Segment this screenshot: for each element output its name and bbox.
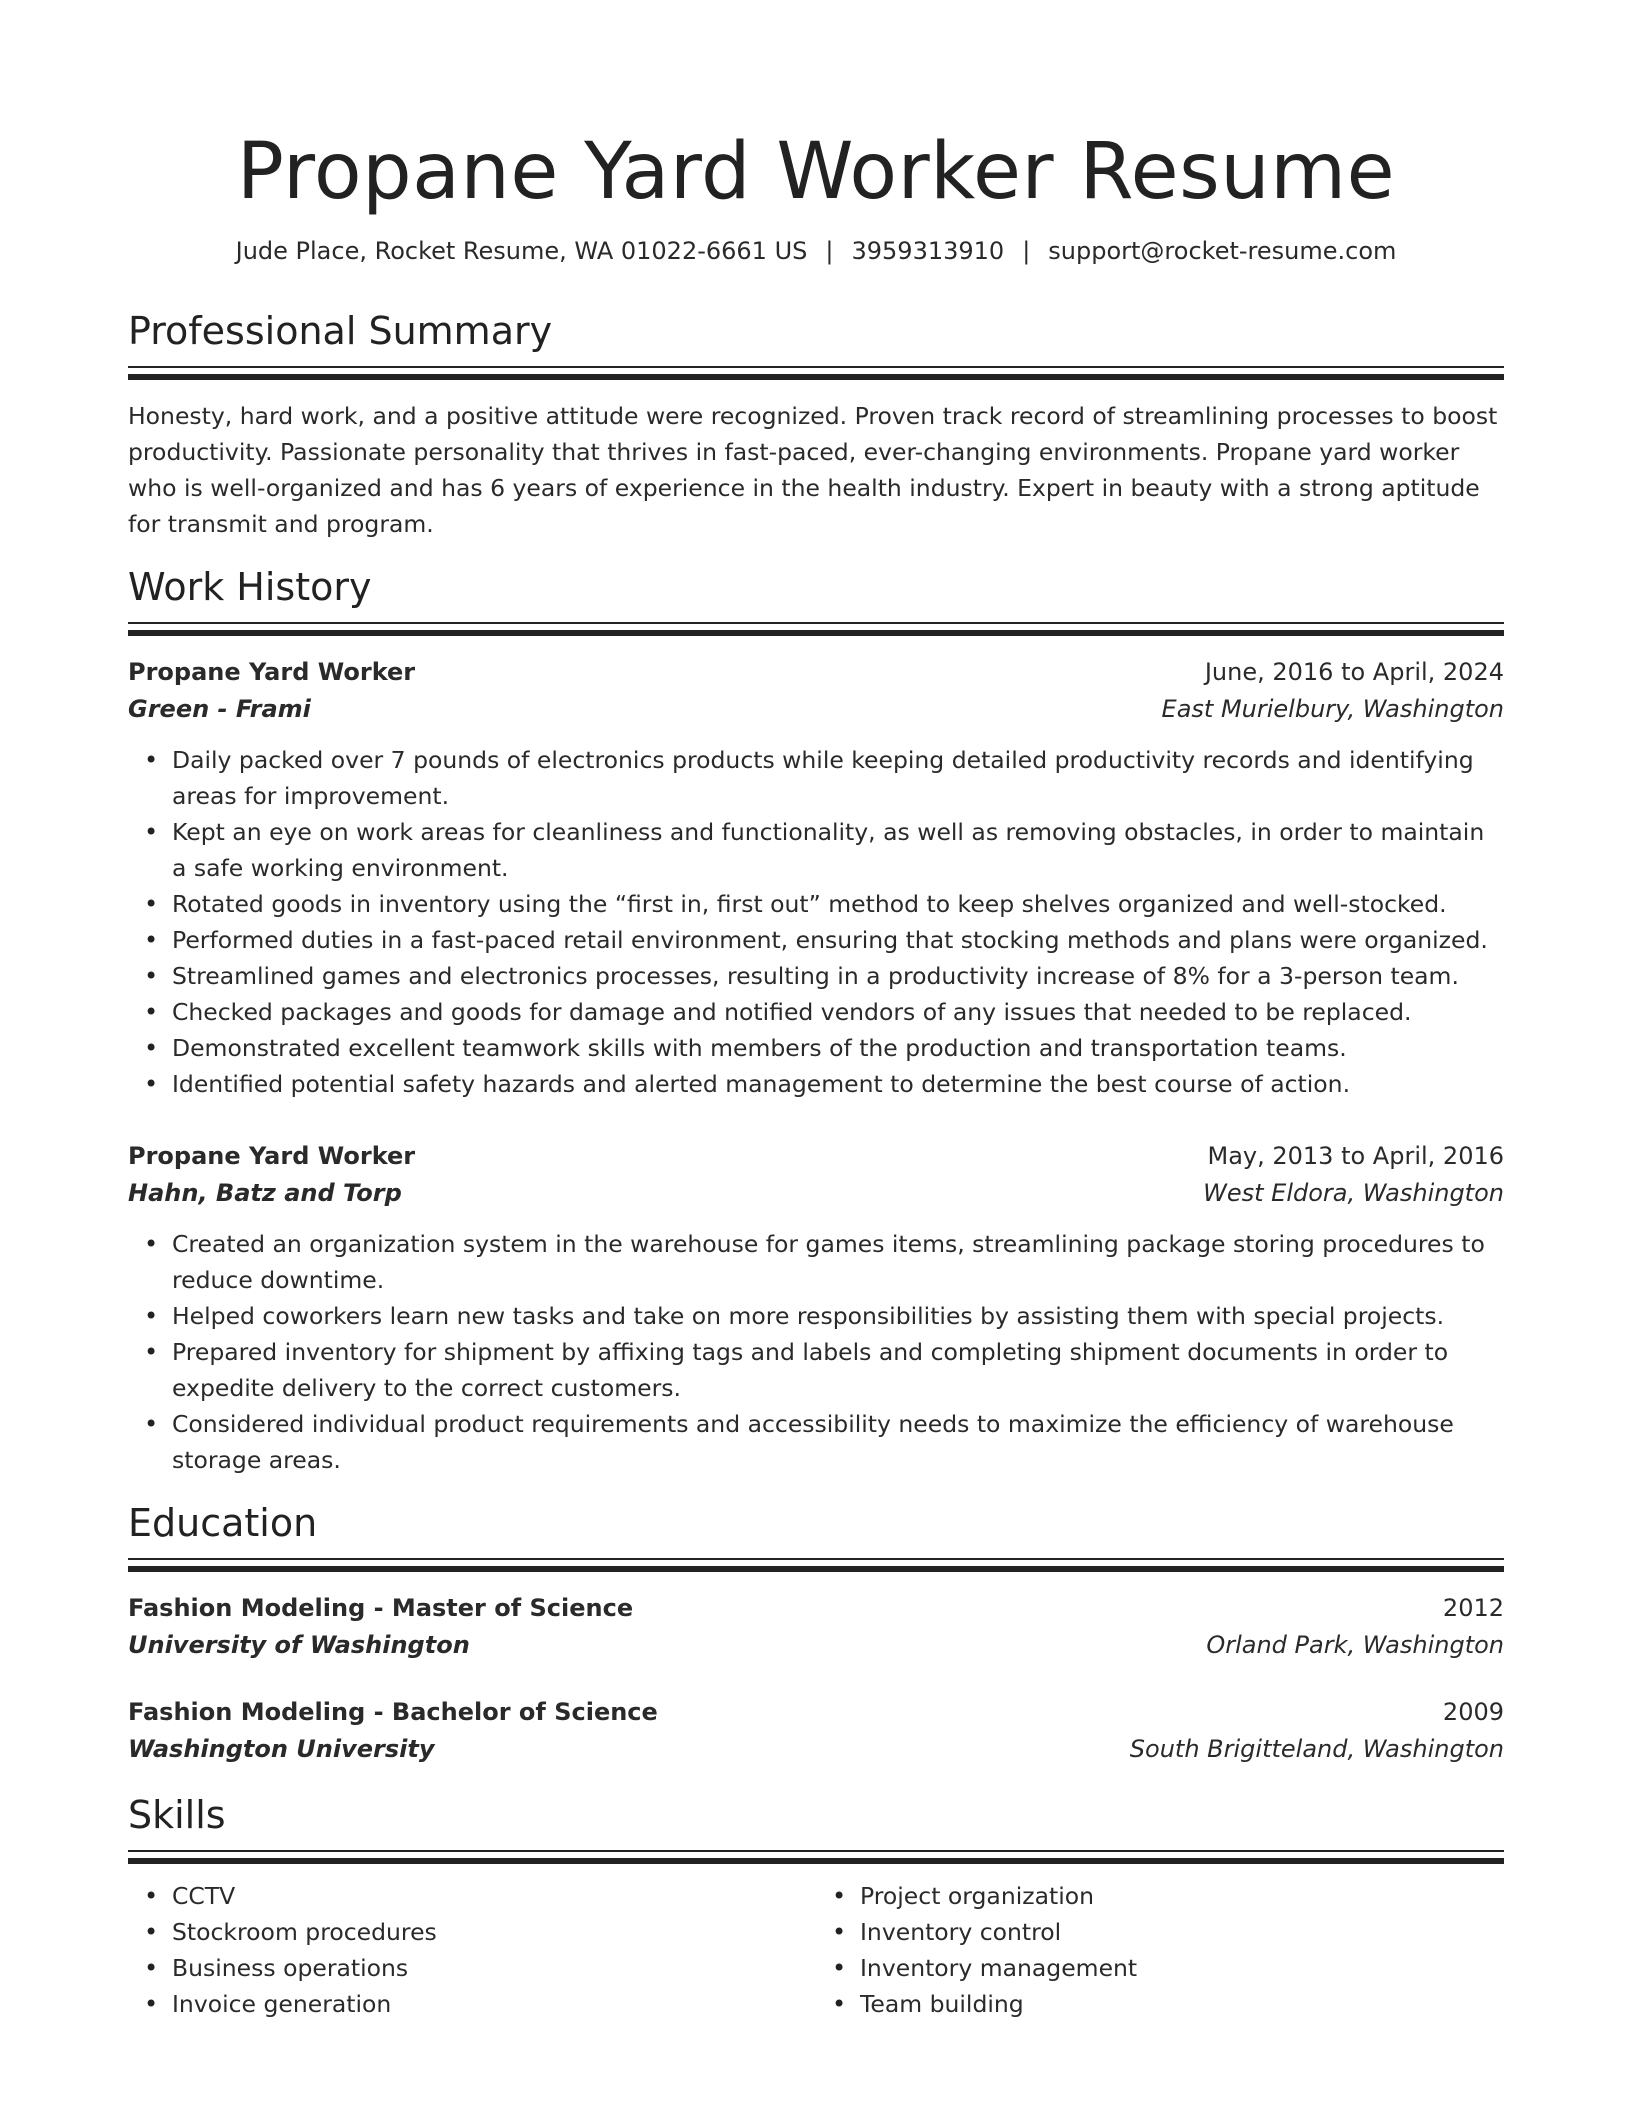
job-bullet: • Streamlined games and electronics processes, resulting in a productivity increase of 8% for a 3-person team. [172,958,1504,994]
job-bullet: • Identified potential safety hazards and alerted management to determine the best course of action. [172,1066,1504,1102]
education-school: Washington University [128,1735,435,1763]
skills-heading: Skills [128,1793,226,1837]
skill-item: • Invoice generation [172,1986,816,2022]
job-bullets [128,1226,1504,1478]
contact-separator: | [825,237,834,265]
job-bullet: • Demonstrated excellent teamwork skills with members of the production and transportation teams. [172,1030,1504,1066]
skill-item: • Stockroom procedures [172,1914,816,1950]
education-year: 2012 [1442,1594,1504,1622]
contact-email: support@rocket-resume.com [1048,237,1397,265]
skills-grid [128,1878,1504,2022]
section-divider-thick [128,1858,1504,1864]
education-degree: Fashion Modeling - Bachelor of Science [128,1698,658,1726]
summary-text: Honesty, hard work, and a positive attitude were recognized. Proven track record of streamlining processes to boost productivity. Passionate personality that thrives in fast-paced, ever-changing environments. Propane yard worker who is well-organized and has 6 years of experience in the health industry. Expert in beauty with a strong aptitude for transmit and program. [128,402,1498,538]
summary-section [128,306,1504,542]
job-bullet: • Kept an eye on work areas for cleanliness and functionality, as well as removing obstacles, in order to maintain a safe working environment. [172,814,1504,886]
job-bullet: • Daily packed over 7 pounds of electronics products while keeping detailed productivity records and identifying areas for improvement. [172,742,1504,814]
job-bullet: • Considered individual product requirements and accessibility needs to maximize the efficiency of warehouse storage areas. [172,1406,1504,1478]
resume-title: Propane Yard Worker Resume [236,127,1396,217]
job-location: East Murielbury, Washington [1161,695,1504,723]
job-bullet: • Performed duties in a fast-paced retail environment, ensuring that stocking methods and plans were organized. [172,922,1504,958]
education-school: University of Washington [128,1631,470,1659]
section-divider [128,622,1504,624]
section-divider-thick [128,1566,1504,1572]
contact-phone: 3959313910 [851,237,1005,265]
skill-item: • Business operations [172,1950,816,1986]
section-divider [128,1558,1504,1560]
skills-column-left [128,1878,816,2022]
job-bullet: • Checked packages and goods for damage and notified vendors of any issues that needed to be replaced. [172,994,1504,1030]
education-degree: Fashion Modeling - Master of Science [128,1594,634,1622]
education-entry [128,1694,1504,1768]
job-entry [128,1138,1504,1478]
skill-item: • Team building [860,1986,1504,2022]
education-location: Orland Park, Washington [1206,1631,1504,1659]
job-company: Hahn, Batz and Torp [128,1179,402,1207]
skill-item: • Project organization [860,1878,1504,1914]
job-entry [128,654,1504,1102]
job-dates: May, 2013 to April, 2016 [1207,1142,1504,1170]
section-divider-thick [128,630,1504,636]
education-year: 2009 [1442,1698,1504,1726]
job-bullet: • Rotated goods in inventory using the “first in, first out” method to keep shelves organized and well-stocked. [172,886,1504,922]
skill-item: • Inventory management [860,1950,1504,1986]
education-section [128,1498,1504,1768]
skills-list [816,1878,1504,2022]
education-heading: Education [128,1501,318,1545]
skill-item: • Inventory control [860,1914,1504,1950]
skill-item: • CCTV [172,1878,816,1914]
education-location: South Brigitteland, Washington [1129,1735,1504,1763]
job-company: Green - Frami [128,695,311,723]
job-bullet: • Helped coworkers learn new tasks and take on more responsibilities by assisting them with special projects. [172,1298,1504,1334]
section-divider-thick [128,374,1504,380]
skills-column-right [816,1878,1504,2022]
contact-line [128,234,1504,268]
education-entry [128,1590,1504,1664]
section-divider [128,1850,1504,1852]
skills-list [128,1878,816,2022]
job-title: Propane Yard Worker [128,658,416,686]
section-divider [128,366,1504,368]
job-dates: June, 2016 to April, 2024 [1204,658,1504,686]
job-title: Propane Yard Worker [128,1142,416,1170]
work-history-heading: Work History [128,565,372,609]
job-location: West Eldora, Washington [1203,1179,1504,1207]
work-history-section [128,562,1504,1478]
job-bullets [128,742,1504,1102]
job-bullet: • Created an organization system in the warehouse for games items, streamlining package storing procedures to reduce downtime. [172,1226,1504,1298]
contact-separator: | [1022,237,1031,265]
job-bullet: • Prepared inventory for shipment by affixing tags and labels and completing shipment documents in order to expedite delivery to the correct customers. [172,1334,1504,1406]
contact-address: Jude Place, Rocket Resume, WA 01022-6661 US [235,237,808,265]
summary-heading: Professional Summary [128,309,553,353]
skills-section [128,1790,1504,2022]
